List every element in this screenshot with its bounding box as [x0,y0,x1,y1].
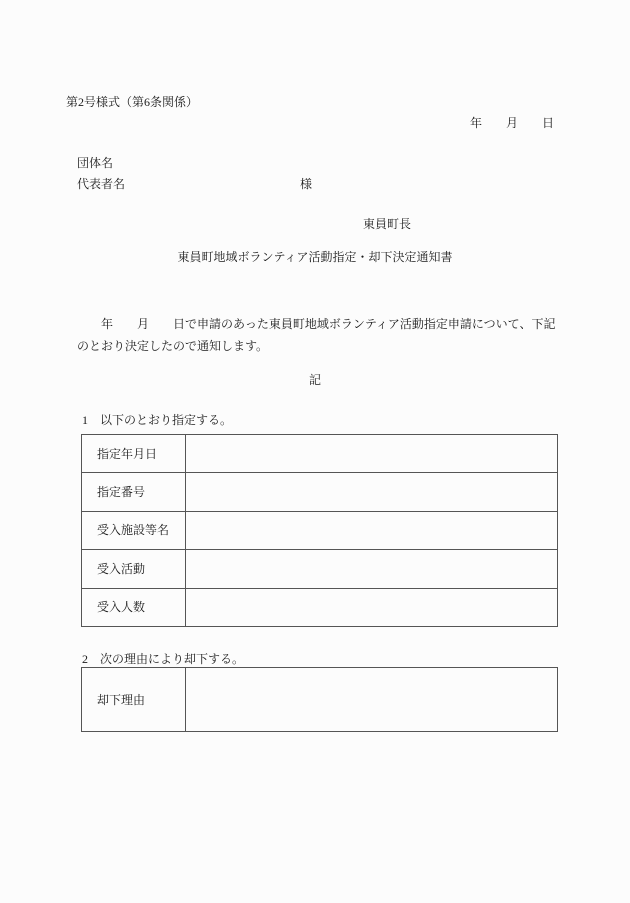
section1-heading: 1 以下のとおり指定する。 [82,413,233,427]
table-row [82,473,558,511]
recipient-org-label: 団体名 [77,156,114,170]
date-line: 年 月 日 [470,116,555,130]
row-label: 受入人数 [82,588,186,626]
row-value-cell [186,435,558,473]
row-label: 指定番号 [82,473,186,511]
row-value-cell [186,511,558,549]
row-label: 受入施設等名 [82,511,186,549]
row-label: 指定年月日 [82,435,186,473]
body-paragraph-line2: のとおり決定したので通知します。 [77,339,269,353]
row-value-cell [186,668,558,732]
row-value-cell [186,550,558,588]
record-marker: 記 [308,373,321,387]
row-label: 却下理由 [82,668,186,732]
table-row [82,435,558,473]
form-number: 第2号様式（第6条関係） [66,95,199,109]
table-row [82,588,558,626]
recipient-honorific: 様 [300,177,313,191]
row-value-cell [186,588,558,626]
row-value-cell [186,473,558,511]
table-row [82,668,558,732]
sender-name: 東員町長 [363,217,412,231]
designation-table [81,434,558,627]
table-row [82,511,558,549]
recipient-representative-label: 代表者名 [77,177,126,191]
row-label: 受入活動 [82,550,186,588]
section2-heading: 2 次の理由により却下する。 [82,652,245,666]
body-paragraph-line1: 年 月 日で申請のあった東員町地域ボランティア活動指定申請について、下記 [77,317,556,331]
rejection-table [81,667,558,732]
document-title: 東員町地域ボランティア活動指定・却下決定通知書 [177,250,453,264]
table-row [82,550,558,588]
